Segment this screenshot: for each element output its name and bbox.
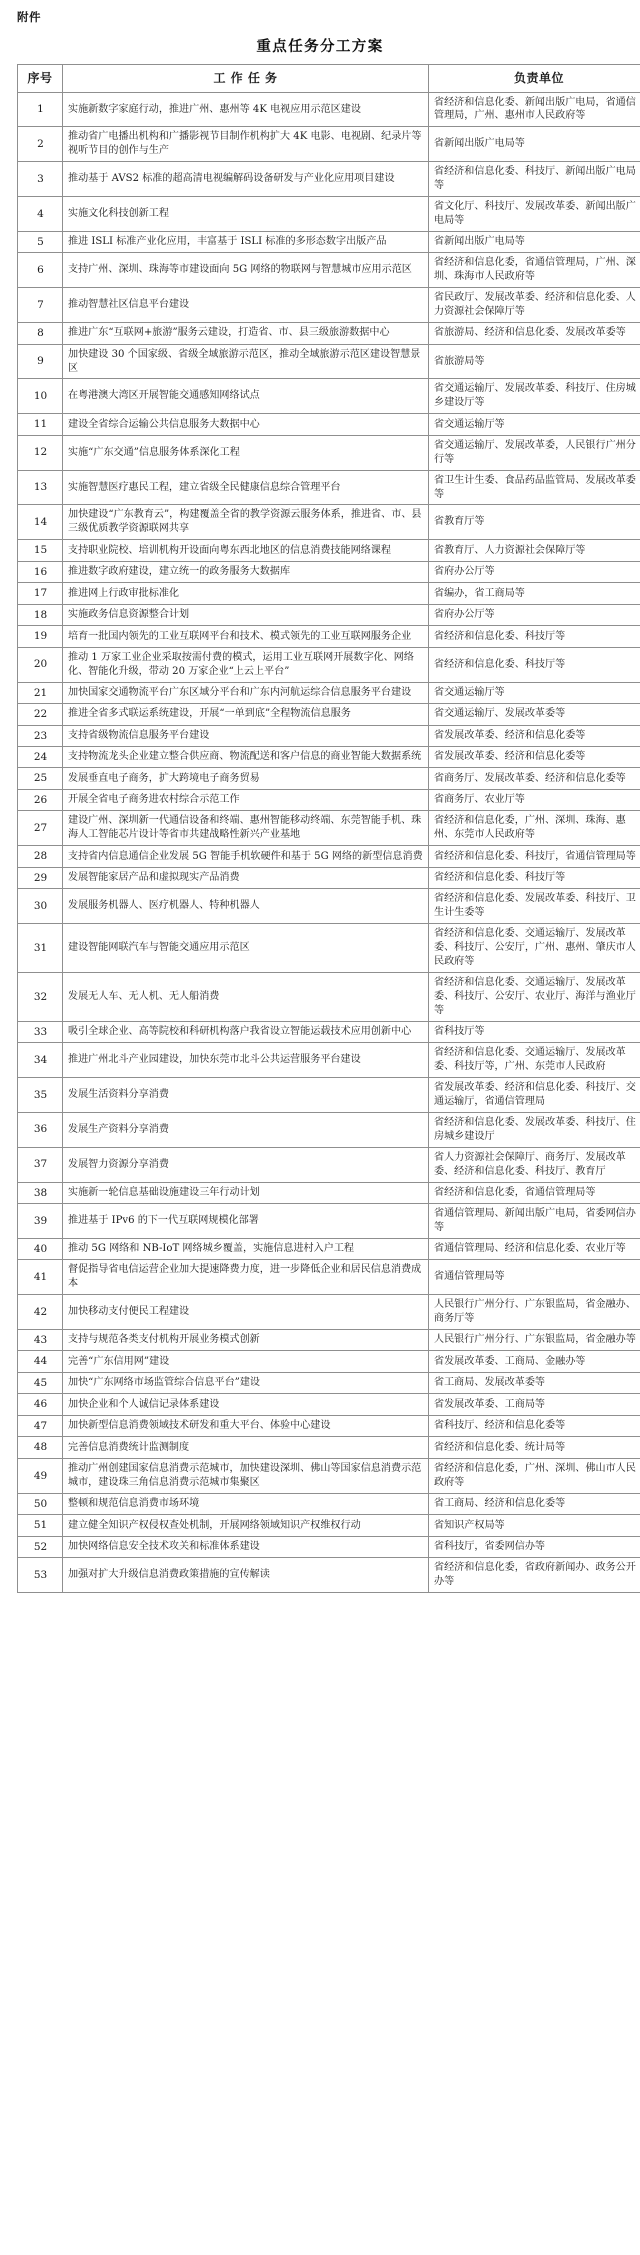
column-header-unit: 负责单位 xyxy=(429,65,640,93)
table-row xyxy=(18,540,640,561)
cell-unit: 省发展改革委、工商局、金融办等 xyxy=(429,1351,640,1372)
table-row xyxy=(18,811,640,846)
cell-seq: 18 xyxy=(18,604,63,625)
cell-unit: 省经济和信息化委，省通信管理局等 xyxy=(429,1182,640,1203)
cell-task: 推进数字政府建设，建立统一的政务服务大数据库 xyxy=(63,561,429,582)
cell-seq: 20 xyxy=(18,647,63,682)
cell-seq: 4 xyxy=(18,197,63,232)
cell-unit: 省经济和信息化委，广州、深圳、佛山市人民政府等 xyxy=(429,1458,640,1493)
cell-task: 支持省级物流信息服务平台建设 xyxy=(63,725,429,746)
cell-task: 推动 5G 网络和 NB-IoT 网络城乡覆盖，实施信息进村入户工程 xyxy=(63,1238,429,1259)
table-row xyxy=(18,846,640,867)
cell-seq: 51 xyxy=(18,1515,63,1536)
cell-task: 支持物流龙头企业建立整合供应商、物流配送和客户信息的商业智能大数据系统 xyxy=(63,747,429,768)
cell-seq: 12 xyxy=(18,435,63,470)
cell-task: 推进广州北斗产业园建设，加快东莞市北斗公共运营服务平台建设 xyxy=(63,1043,429,1078)
task-assignment-table xyxy=(17,64,640,1593)
cell-unit: 省经济和信息化委、交通运输厅、发展改革委、科技厅、公安厅，广州、惠州、肇庆市人民政府等 xyxy=(429,924,640,973)
cell-task: 推进全省多式联运系统建设，开展“一单到底”全程物流信息服务 xyxy=(63,704,429,725)
cell-unit: 省新闻出版广电局等 xyxy=(429,231,640,252)
cell-seq: 7 xyxy=(18,288,63,323)
page-title: 重点任务分工方案 xyxy=(0,35,640,56)
cell-task: 吸引全球企业、高等院校和科研机构落户我省设立智能运载技术应用创新中心 xyxy=(63,1021,429,1042)
table-header xyxy=(18,65,640,93)
cell-seq: 37 xyxy=(18,1147,63,1182)
cell-seq: 24 xyxy=(18,747,63,768)
cell-unit: 省交通运输厅、发展改革委等 xyxy=(429,704,640,725)
table-row xyxy=(18,1112,640,1147)
cell-task: 培育一批国内领先的工业互联网平台和技术、模式领先的工业互联网服务企业 xyxy=(63,626,429,647)
table-row xyxy=(18,1238,640,1259)
table-row xyxy=(18,924,640,973)
cell-task: 建设广州、深圳新一代通信设备和终端、惠州智能移动终端、东莞智能手机、珠海人工智能芯片设计等省市共建战略性新兴产业基地 xyxy=(63,811,429,846)
cell-unit: 省交通运输厅、发展改革委、科技厅、住房城乡建设厅等 xyxy=(429,379,640,414)
table-row xyxy=(18,470,640,505)
cell-task: 推动智慧社区信息平台建设 xyxy=(63,288,429,323)
cell-seq: 44 xyxy=(18,1351,63,1372)
table-row xyxy=(18,127,640,162)
cell-task: 加快新型信息消费领域技术研发和重大平台、体验中心建设 xyxy=(63,1415,429,1436)
cell-task: 实施文化科技创新工程 xyxy=(63,197,429,232)
cell-seq: 52 xyxy=(18,1536,63,1557)
cell-seq: 3 xyxy=(18,162,63,197)
cell-unit: 省经济和信息化委、科技厅、新闻出版广电局等 xyxy=(429,162,640,197)
cell-seq: 35 xyxy=(18,1077,63,1112)
cell-seq: 41 xyxy=(18,1260,63,1295)
cell-seq: 26 xyxy=(18,789,63,810)
table-row xyxy=(18,789,640,810)
cell-unit: 省商务厅、农业厅等 xyxy=(429,789,640,810)
table-row xyxy=(18,867,640,888)
cell-unit: 人民银行广州分行、广东银监局，省金融办等 xyxy=(429,1330,640,1351)
cell-unit: 省民政厅、发展改革委、经济和信息化委、人力资源社会保障厅等 xyxy=(429,288,640,323)
cell-unit: 省教育厅、人力资源社会保障厅等 xyxy=(429,540,640,561)
cell-task: 推进网上行政审批标准化 xyxy=(63,583,429,604)
table-row xyxy=(18,1493,640,1514)
cell-task: 支持职业院校、培训机构开设面向粤东西北地区的信息消费技能网络课程 xyxy=(63,540,429,561)
table-row xyxy=(18,288,640,323)
table-row xyxy=(18,725,640,746)
cell-unit: 人民银行广州分行、广东银监局，省金融办、商务厅等 xyxy=(429,1295,640,1330)
cell-task: 发展智能家居产品和虚拟现实产品消费 xyxy=(63,867,429,888)
table-row xyxy=(18,647,640,682)
cell-unit: 省交通运输厅、发展改革委，人民银行广州分行等 xyxy=(429,435,640,470)
cell-task: 支持省内信息通信企业发展 5G 智能手机软硬件和基于 5G 网络的新型信息消费 xyxy=(63,846,429,867)
cell-seq: 15 xyxy=(18,540,63,561)
cell-unit: 省经济和信息化委、新闻出版广电局，省通信管理局，广州、惠州市人民政府等 xyxy=(429,92,640,127)
cell-seq: 43 xyxy=(18,1330,63,1351)
cell-seq: 49 xyxy=(18,1458,63,1493)
cell-unit: 省人力资源社会保障厅、商务厅、发展改革委、经济和信息化委、科技厅、教育厅 xyxy=(429,1147,640,1182)
table-row xyxy=(18,561,640,582)
table-row xyxy=(18,682,640,703)
table-row xyxy=(18,505,640,540)
cell-unit: 省府办公厅等 xyxy=(429,604,640,625)
cell-unit: 省经济和信息化委、交通运输厅、发展改革委、科技厅、公安厅、农业厅、海洋与渔业厅等 xyxy=(429,972,640,1021)
cell-seq: 17 xyxy=(18,583,63,604)
cell-unit: 省科技厅、经济和信息化委等 xyxy=(429,1415,640,1436)
column-header-task: 工 作 任 务 xyxy=(63,65,429,93)
cell-seq: 5 xyxy=(18,231,63,252)
cell-task: 实施新数字家庭行动，推进广州、惠州等 4K 电视应用示范区建设 xyxy=(63,92,429,127)
cell-unit: 省商务厅、发展改革委、经济和信息化委等 xyxy=(429,768,640,789)
cell-unit: 省经济和信息化委、科技厅，省通信管理局等 xyxy=(429,846,640,867)
table-row xyxy=(18,626,640,647)
cell-unit: 省旅游局等 xyxy=(429,344,640,379)
cell-seq: 25 xyxy=(18,768,63,789)
table-row xyxy=(18,1330,640,1351)
cell-task: 整顿和规范信息消费市场环境 xyxy=(63,1493,429,1514)
table-row xyxy=(18,1558,640,1593)
cell-unit: 省经济和信息化委、交通运输厅、发展改革委、科技厅等，广州、东莞市人民政府 xyxy=(429,1043,640,1078)
table-row xyxy=(18,889,640,924)
table-row xyxy=(18,92,640,127)
cell-unit: 省经济和信息化委、发展改革委、科技厅、住房城乡建设厅 xyxy=(429,1112,640,1147)
cell-unit: 省发展改革委、经济和信息化委等 xyxy=(429,725,640,746)
table-row xyxy=(18,1203,640,1238)
column-header-seq: 序号 xyxy=(18,65,63,93)
cell-task: 推动省广电播出机构和广播影视节目制作机构扩大 4K 电影、电视剧、纪录片等视听节目的创作与生产 xyxy=(63,127,429,162)
cell-unit: 省发展改革委、工商局等 xyxy=(429,1394,640,1415)
cell-task: 开展全省电子商务进农村综合示范工作 xyxy=(63,789,429,810)
cell-unit: 省旅游局、经济和信息化委、发展改革委等 xyxy=(429,323,640,344)
cell-unit: 省经济和信息化委、科技厅等 xyxy=(429,647,640,682)
cell-seq: 36 xyxy=(18,1112,63,1147)
table-body xyxy=(18,92,640,1593)
table-row xyxy=(18,197,640,232)
table-row xyxy=(18,379,640,414)
cell-unit: 省教育厅等 xyxy=(429,505,640,540)
cell-task: 加强对扩大升级信息消费政策措施的宣传解读 xyxy=(63,1558,429,1593)
table-row xyxy=(18,972,640,1021)
cell-unit: 省编办，省工商局等 xyxy=(429,583,640,604)
cell-seq: 19 xyxy=(18,626,63,647)
cell-task: 在粤港澳大湾区开展智能交通感知网络试点 xyxy=(63,379,429,414)
cell-task: 实施政务信息资源整合计划 xyxy=(63,604,429,625)
cell-seq: 47 xyxy=(18,1415,63,1436)
cell-unit: 省经济和信息化委，省政府新闻办、政务公开办等 xyxy=(429,1558,640,1593)
table-row xyxy=(18,414,640,435)
table-row xyxy=(18,1394,640,1415)
cell-task: 推动广州创建国家信息消费示范城市，加快建设深圳、佛山等国家信息消费示范城市，建设珠三角信息消费示范城市集聚区 xyxy=(63,1458,429,1493)
cell-unit: 省经济和信息化委、科技厅等 xyxy=(429,867,640,888)
cell-unit: 省通信管理局、经济和信息化委、农业厅等 xyxy=(429,1238,640,1259)
table-row xyxy=(18,1182,640,1203)
table-row xyxy=(18,704,640,725)
cell-task: 加快“广东网络市场监管综合信息平台”建设 xyxy=(63,1372,429,1393)
cell-task: 发展智力资源分享消费 xyxy=(63,1147,429,1182)
cell-unit: 省新闻出版广电局等 xyxy=(429,127,640,162)
cell-seq: 14 xyxy=(18,505,63,540)
cell-unit: 省文化厅、科技厅、发展改革委、新闻出版广电局等 xyxy=(429,197,640,232)
cell-seq: 42 xyxy=(18,1295,63,1330)
cell-seq: 45 xyxy=(18,1372,63,1393)
cell-unit: 省交通运输厅等 xyxy=(429,414,640,435)
cell-task: 推进广东“互联网+旅游”服务云建设，打造省、市、县三级旅游数据中心 xyxy=(63,323,429,344)
table-row xyxy=(18,1372,640,1393)
cell-seq: 27 xyxy=(18,811,63,846)
table-row xyxy=(18,583,640,604)
cell-seq: 22 xyxy=(18,704,63,725)
table-header-row xyxy=(18,65,640,93)
table-row xyxy=(18,162,640,197)
table-row xyxy=(18,1043,640,1078)
cell-seq: 9 xyxy=(18,344,63,379)
table-row xyxy=(18,1021,640,1042)
cell-unit: 省科技厅，省委网信办等 xyxy=(429,1536,640,1557)
cell-task: 建立健全知识产权侵权查处机制，开展网络领域知识产权维权行动 xyxy=(63,1515,429,1536)
cell-task: 推进 ISLI 标准产业化应用，丰富基于 ISLI 标准的多形态数字出版产品 xyxy=(63,231,429,252)
table-row xyxy=(18,1458,640,1493)
cell-seq: 29 xyxy=(18,867,63,888)
attachment-label: 附件 xyxy=(17,9,640,25)
cell-task: 发展生产资料分享消费 xyxy=(63,1112,429,1147)
cell-unit: 省通信管理局等 xyxy=(429,1260,640,1295)
cell-task: 推动基于 AVS2 标准的超高清电视编解码设备研发与产业化应用项目建设 xyxy=(63,162,429,197)
cell-task: 加快网络信息安全技术攻关和标准体系建设 xyxy=(63,1536,429,1557)
table-row xyxy=(18,604,640,625)
cell-task: 发展生活资料分享消费 xyxy=(63,1077,429,1112)
cell-unit: 省知识产权局等 xyxy=(429,1515,640,1536)
cell-task: 加快国家交通物流平台广东区域分平台和广东内河航运综合信息服务平台建设 xyxy=(63,682,429,703)
cell-task: 实施“广东交通”信息服务体系深化工程 xyxy=(63,435,429,470)
cell-unit: 省经济和信息化委、统计局等 xyxy=(429,1437,640,1458)
cell-seq: 1 xyxy=(18,92,63,127)
cell-seq: 31 xyxy=(18,924,63,973)
cell-task: 发展无人车、无人机、无人船消费 xyxy=(63,972,429,1021)
cell-unit: 省通信管理局、新闻出版广电局，省委网信办等 xyxy=(429,1203,640,1238)
cell-seq: 34 xyxy=(18,1043,63,1078)
cell-task: 督促指导省电信运营企业加大提速降费力度，进一步降低企业和居民信息消费成本 xyxy=(63,1260,429,1295)
cell-unit: 省工商局、经济和信息化委等 xyxy=(429,1493,640,1514)
table-row xyxy=(18,1295,640,1330)
cell-unit: 省发展改革委、经济和信息化委、科技厅、交通运输厅，省通信管理局 xyxy=(429,1077,640,1112)
cell-seq: 16 xyxy=(18,561,63,582)
cell-seq: 48 xyxy=(18,1437,63,1458)
cell-unit: 省卫生计生委、食品药品监管局、发展改革委等 xyxy=(429,470,640,505)
table-row xyxy=(18,435,640,470)
cell-seq: 28 xyxy=(18,846,63,867)
cell-seq: 6 xyxy=(18,253,63,288)
cell-unit: 省府办公厅等 xyxy=(429,561,640,582)
table-row xyxy=(18,1415,640,1436)
cell-unit: 省经济和信息化委，广州、深圳、珠海、惠州、东莞市人民政府等 xyxy=(429,811,640,846)
cell-task: 加快建设“广东教育云”，构建覆盖全省的教学资源云服务体系，推进省、市、县三级优质教学资源联网共享 xyxy=(63,505,429,540)
cell-task: 支持广州、深圳、珠海等市建设面向 5G 网络的物联网与智慧城市应用示范区 xyxy=(63,253,429,288)
cell-task: 实施智慧医疗惠民工程，建立省级全民健康信息综合管理平台 xyxy=(63,470,429,505)
cell-unit: 省经济和信息化委、科技厅等 xyxy=(429,626,640,647)
cell-seq: 30 xyxy=(18,889,63,924)
table-row xyxy=(18,344,640,379)
cell-unit: 省经济和信息化委，省通信管理局，广州、深圳、珠海市人民政府等 xyxy=(429,253,640,288)
cell-task: 发展垂直电子商务，扩大跨境电子商务贸易 xyxy=(63,768,429,789)
cell-task: 推动 1 万家工业企业采取按需付费的模式，运用工业互联网开展数字化、网络化、智能化升级，带动 20 万家企业“上云上平台” xyxy=(63,647,429,682)
cell-seq: 40 xyxy=(18,1238,63,1259)
cell-seq: 32 xyxy=(18,972,63,1021)
cell-seq: 53 xyxy=(18,1558,63,1593)
table-row xyxy=(18,253,640,288)
cell-task: 建设全省综合运输公共信息服务大数据中心 xyxy=(63,414,429,435)
cell-seq: 46 xyxy=(18,1394,63,1415)
cell-seq: 13 xyxy=(18,470,63,505)
cell-unit: 省发展改革委、经济和信息化委等 xyxy=(429,747,640,768)
table-row xyxy=(18,323,640,344)
table-row xyxy=(18,1077,640,1112)
document-page xyxy=(0,9,640,1593)
cell-task: 完善信息消费统计监测制度 xyxy=(63,1437,429,1458)
table-row xyxy=(18,1260,640,1295)
cell-unit: 省经济和信息化委、发展改革委、科技厅、卫生计生委等 xyxy=(429,889,640,924)
cell-task: 加快企业和个人诚信记录体系建设 xyxy=(63,1394,429,1415)
cell-task: 推进基于 IPv6 的下一代互联网规模化部署 xyxy=(63,1203,429,1238)
table-row xyxy=(18,231,640,252)
cell-unit: 省交通运输厅等 xyxy=(429,682,640,703)
cell-unit: 省科技厅等 xyxy=(429,1021,640,1042)
cell-seq: 39 xyxy=(18,1203,63,1238)
cell-task: 发展服务机器人、医疗机器人、特种机器人 xyxy=(63,889,429,924)
table-row xyxy=(18,1536,640,1557)
table-row xyxy=(18,1437,640,1458)
cell-task: 完善“广东信用网”建设 xyxy=(63,1351,429,1372)
cell-seq: 10 xyxy=(18,379,63,414)
cell-seq: 11 xyxy=(18,414,63,435)
table-row xyxy=(18,1351,640,1372)
cell-seq: 23 xyxy=(18,725,63,746)
table-row xyxy=(18,747,640,768)
cell-seq: 8 xyxy=(18,323,63,344)
table-row xyxy=(18,1515,640,1536)
cell-task: 加快移动支付便民工程建设 xyxy=(63,1295,429,1330)
cell-seq: 33 xyxy=(18,1021,63,1042)
cell-seq: 2 xyxy=(18,127,63,162)
cell-seq: 21 xyxy=(18,682,63,703)
cell-unit: 省工商局、发展改革委等 xyxy=(429,1372,640,1393)
cell-seq: 38 xyxy=(18,1182,63,1203)
cell-task: 加快建设 30 个国家级、省级全域旅游示范区，推动全域旅游示范区建设智慧景区 xyxy=(63,344,429,379)
cell-task: 实施新一轮信息基础设施建设三年行动计划 xyxy=(63,1182,429,1203)
table-row xyxy=(18,1147,640,1182)
cell-seq: 50 xyxy=(18,1493,63,1514)
cell-task: 支持与规范各类支付机构开展业务模式创新 xyxy=(63,1330,429,1351)
cell-task: 建设智能网联汽车与智能交通应用示范区 xyxy=(63,924,429,973)
table-row xyxy=(18,768,640,789)
